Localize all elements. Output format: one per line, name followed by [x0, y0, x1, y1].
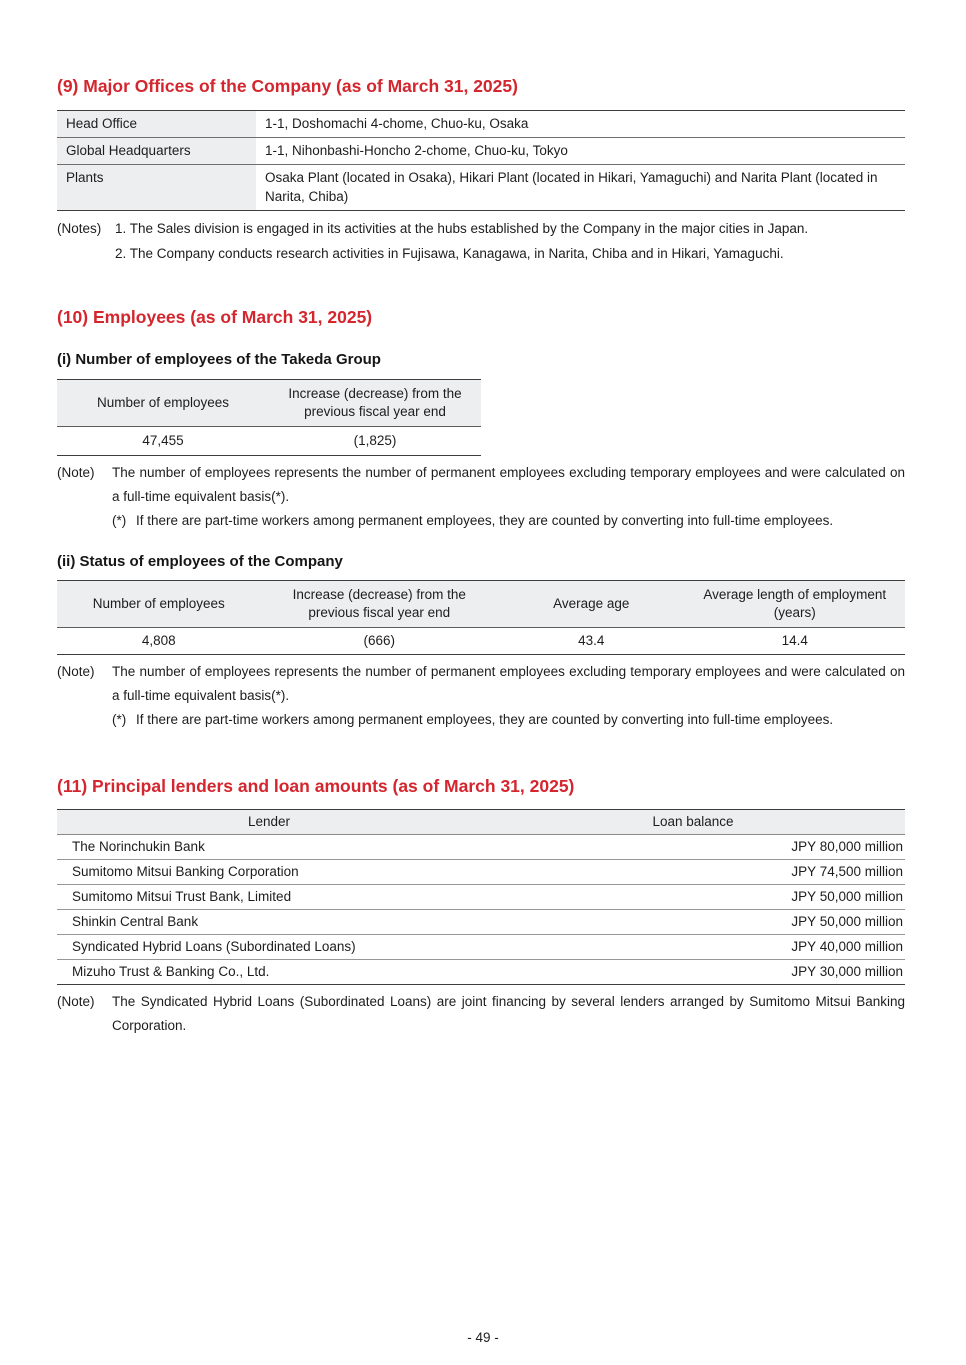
employees-count-value: 4,808: [141, 633, 176, 648]
table-row: [57, 860, 905, 885]
employees-change-value: (666): [363, 633, 395, 648]
table-header-row: [57, 581, 905, 628]
table-header-row: [57, 810, 905, 835]
loan-balance: JPY 74,500 million: [481, 860, 905, 885]
average-length-value: 14.4: [781, 633, 808, 648]
footnote-text: If there are part-time workers among permanent employees, they are counted by converting into full-time employees.: [136, 712, 834, 727]
office-row-value: Osaka Plant (located in Osaka), Hikari Plant (located in Hikari, Yamaguchi) and Narita Plant (located in Narita, Chiba): [256, 165, 905, 211]
section-heading-employees: (10) Employees (as of March 31, 2025): [57, 307, 373, 327]
table-header-row: [57, 380, 481, 427]
subheading-takeda-group-employees: (i) Number of employees of the Takeda Group: [57, 351, 381, 368]
company-employees-table: [57, 580, 905, 655]
footnote-text: If there are part-time workers among permanent employees, they are counted by converting into full-time employees.: [136, 513, 834, 528]
section-heading-major-offices: (9) Major Offices of the Company (as of March 31, 2025): [57, 76, 518, 96]
office-row-label: Plants: [57, 165, 256, 211]
offices-notes: [57, 216, 905, 266]
note-content: [112, 461, 905, 533]
loan-balance: JPY 40,000 million: [481, 935, 905, 960]
office-row-value: 1-1, Nihonbashi-Honcho 2-chome, Chuo-ku, Tokyo: [256, 138, 905, 165]
note-content: [112, 990, 905, 1038]
table-row: [57, 910, 905, 935]
lenders-table: [57, 809, 905, 985]
lender-name: Shinkin Central Bank: [57, 910, 481, 935]
loan-balance: JPY 80,000 million: [791, 839, 903, 854]
column-header: Increase (decrease) from the previous fiscal year end: [261, 581, 498, 628]
subheading-company-employees: (ii) Status of employees of the Company: [57, 553, 343, 570]
table-row: [57, 427, 481, 456]
footnote-block: [112, 708, 905, 732]
page-number: - 49 -: [467, 1330, 499, 1345]
table-row: [57, 165, 905, 211]
lender-name: Sumitomo Mitsui Trust Bank, Limited: [57, 885, 481, 910]
table-row: [57, 935, 905, 960]
table-row: [57, 138, 905, 165]
loan-balance: JPY 50,000 million: [481, 910, 905, 935]
group-employees-table: [57, 379, 481, 456]
note-label: (Note): [57, 465, 95, 480]
section-heading-lenders: (11) Principal lenders and loan amounts (as of March 31, 2025): [57, 776, 575, 796]
column-header: Number of employees: [57, 581, 261, 628]
note-text: The Syndicated Hybrid Loans (Subordinated Loans) are joint financing by several lenders arranged by Sumitomo Mitsui Banking Corporation.: [112, 994, 905, 1033]
note-item: 2. The Company conducts research activities in Fujisawa, Kanagawa, in Narita, Chiba and in Hikari, Yamaguchi.: [115, 246, 784, 261]
footnote-marker: (*): [112, 513, 127, 528]
lenders-note: [57, 990, 905, 1038]
table-row: [57, 885, 905, 910]
note-content: [112, 660, 905, 732]
column-header: Increase (decrease) from the previous fiscal year end: [269, 380, 481, 427]
loan-balance: JPY 30,000 million: [481, 960, 905, 985]
office-row-label: Head Office: [57, 111, 256, 138]
employees-count-value: 47,455: [142, 433, 184, 448]
note-text: The number of employees represents the number of permanent employees excluding temporary employees and were calculated on a full-time equivalent basis(*).: [112, 664, 905, 703]
column-header: Number of employees: [57, 380, 269, 427]
table-row: [57, 628, 905, 655]
notes-items: [115, 216, 905, 266]
note-label: (Note): [57, 664, 95, 679]
employees-change-value: (1,825): [353, 433, 397, 448]
office-row-value: 1-1, Doshomachi 4-chome, Chuo-ku, Osaka: [265, 116, 529, 131]
column-header: Average age: [498, 581, 685, 628]
lender-name: Mizuho Trust & Banking Co., Ltd.: [57, 960, 481, 985]
column-header: Average length of employment (years): [685, 581, 906, 628]
average-age-value: 43.4: [578, 633, 605, 648]
table-row: [57, 835, 905, 860]
notes-label: (Notes): [57, 221, 102, 236]
footnote-marker: (*): [112, 712, 127, 727]
loan-balance: JPY 50,000 million: [481, 885, 905, 910]
office-row-label: Global Headquarters: [57, 138, 256, 165]
note-item: 1. The Sales division is engaged in its activities at the hubs established by the Company in the major cities in Japan.: [115, 221, 809, 236]
lender-name: Sumitomo Mitsui Banking Corporation: [57, 860, 481, 885]
table-row: [57, 960, 905, 985]
group-employees-note: [57, 461, 905, 533]
note-text: The number of employees represents the number of permanent employees excluding temporary employees and were calculated on a full-time equivalent basis(*).: [112, 465, 905, 504]
table-row: [57, 111, 905, 138]
lender-name: The Norinchukin Bank: [72, 839, 205, 854]
footnote-block: [112, 509, 905, 533]
lender-column-header: Lender: [57, 810, 481, 835]
major-offices-table: [57, 110, 905, 211]
company-employees-note: [57, 660, 905, 732]
lender-name: Syndicated Hybrid Loans (Subordinated Loans): [57, 935, 481, 960]
balance-column-header: Loan balance: [481, 810, 905, 835]
note-label: (Note): [57, 994, 95, 1009]
